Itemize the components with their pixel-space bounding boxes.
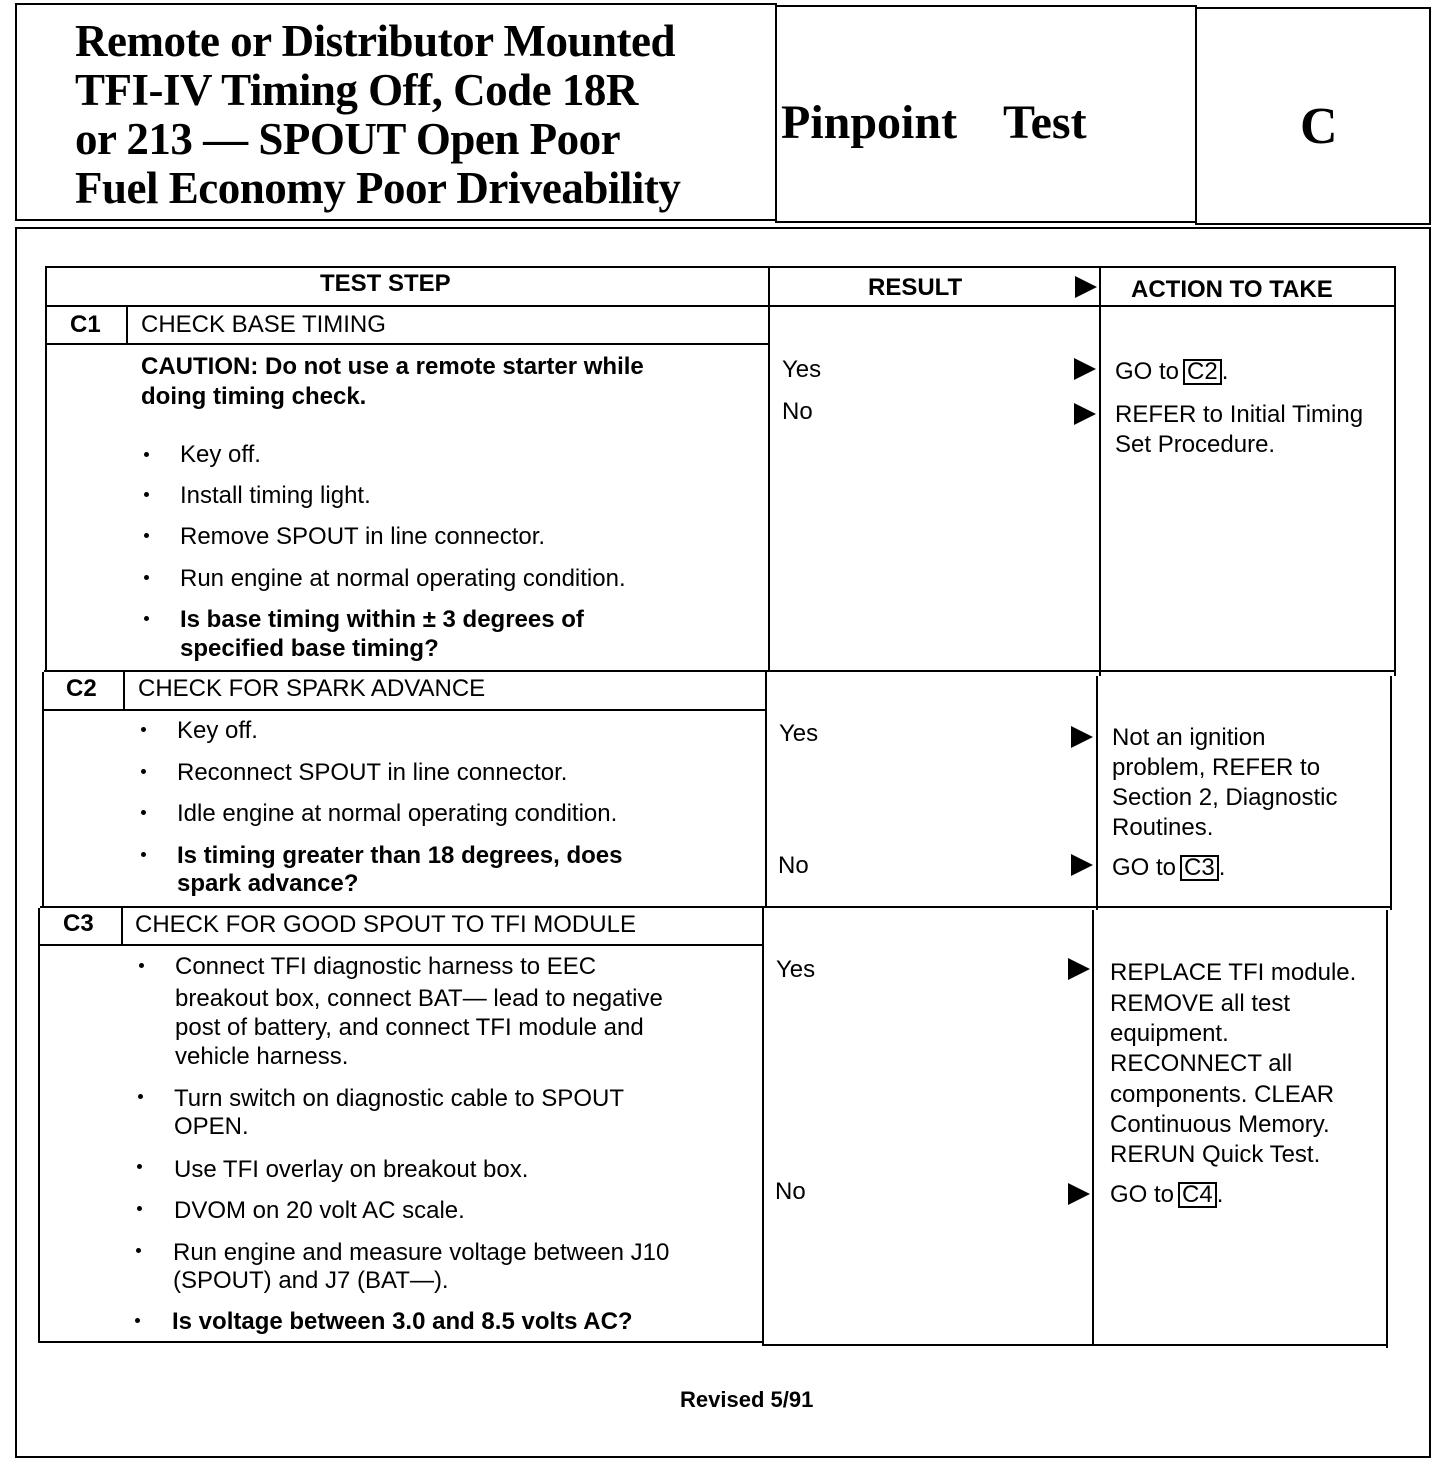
action-no-line-2: Set Procedure. (1115, 431, 1276, 458)
col-header-action: ACTION TO TAKE (1131, 276, 1333, 303)
result-arrow-icon (1074, 403, 1096, 425)
result-yes: Yes (782, 356, 822, 383)
bullet-icon (137, 1164, 142, 1169)
bullet-icon (144, 616, 149, 621)
step-bullet-line-3: post of battery, and connect TFI module and (175, 1014, 644, 1041)
action-yes-line-7: RERUN Quick Test. (1110, 1141, 1321, 1168)
step-id: C1 (70, 311, 101, 338)
action-yes-line-2: problem, REFER to (1112, 754, 1321, 781)
action-yes-line-2: REMOVE all test (1110, 990, 1291, 1017)
revised-date: Revised 5/91 (680, 1387, 814, 1412)
action-text: GO to (1115, 358, 1180, 385)
step-bullet-line-2: breakout box, connect BAT— lead to negative (175, 985, 663, 1012)
step-id: C3 (63, 910, 94, 937)
title-line-3: or 213 — SPOUT Open Poor (75, 114, 621, 164)
step-ref-c4: C4 (1178, 1182, 1217, 1208)
result-arrow-icon (1071, 726, 1093, 748)
col-header-test-step: TEST STEP (320, 270, 451, 297)
bullet-icon (135, 1318, 140, 1323)
result-yes: Yes (776, 956, 816, 983)
action-yes: GO to C2 . (1115, 358, 1229, 385)
result-arrow-icon (1068, 958, 1090, 980)
result-no: No (782, 398, 813, 425)
bullet-icon (144, 575, 149, 580)
result-no: No (778, 852, 809, 879)
step-bullet-line-2: (SPOUT) and J7 (BAT—). (173, 1267, 449, 1294)
step-bullet: Run engine at normal operating condition. (180, 565, 626, 592)
step-question-line-2: specified base timing? (180, 635, 439, 662)
step-title: CHECK FOR GOOD SPOUT TO TFI MODULE (135, 911, 636, 938)
action-no: GO to C3 . (1112, 854, 1226, 881)
pinpoint-test-box (775, 5, 1197, 223)
result-arrow-icon (1074, 358, 1096, 380)
bullet-icon (144, 533, 149, 538)
test-label: Test (1003, 96, 1087, 149)
bullet-icon (141, 810, 146, 815)
step-question-line-1: Is base timing within ± 3 degrees of (180, 606, 584, 633)
page-title (75, 17, 680, 213)
action-yes-line-1: REPLACE TFI module. (1110, 959, 1357, 986)
step-bullet: Key off. (180, 441, 261, 468)
action-yes-line-3: equipment. (1110, 1020, 1229, 1047)
step-bullet: Remove SPOUT in line connector. (180, 523, 546, 550)
result-no: No (775, 1178, 806, 1205)
step-id: C2 (66, 675, 97, 702)
action-no-line-1: REFER to Initial Timing (1115, 401, 1364, 428)
result-arrow-icon (1071, 854, 1093, 876)
test-letter-box (1195, 7, 1431, 225)
step-bullet: Install timing light. (180, 482, 371, 509)
action-yes-line-1: Not an ignition (1112, 724, 1266, 751)
caution-line-1: CAUTION: Do not use a remote starter while (141, 353, 644, 380)
step-bullet-line-1: Turn switch on diagnostic cable to SPOUT (174, 1085, 624, 1112)
step-title: CHECK BASE TIMING (141, 311, 386, 338)
action-yes-line-3: Section 2, Diagnostic (1112, 784, 1338, 811)
step-question: Is voltage between 3.0 and 8.5 volts AC? (172, 1308, 633, 1335)
action-yes-line-4: Routines. (1112, 814, 1214, 841)
step-question-line-2: spark advance? (177, 870, 359, 897)
title-line-1: Remote or Distributor Mounted (75, 16, 676, 66)
step-ref-c3: C3 (1180, 855, 1219, 881)
bullet-icon (144, 492, 149, 497)
action-no: GO to C4 . (1110, 1181, 1224, 1208)
action-yes-line-6: Continuous Memory. (1110, 1111, 1330, 1138)
bullet-icon (141, 769, 146, 774)
title-line-2: TFI-IV Timing Off, Code 18R (75, 65, 638, 115)
result-arrow-icon (1075, 276, 1097, 298)
col-header-result: RESULT (868, 274, 963, 301)
step-bullet-line-2: OPEN. (174, 1113, 249, 1140)
step-bullet-line-4: vehicle harness. (175, 1043, 349, 1070)
bullet-icon (141, 852, 146, 857)
title-line-4: Fuel Economy Poor Driveability (75, 163, 681, 213)
step-bullet: DVOM on 20 volt AC scale. (174, 1197, 465, 1224)
bullet-icon (144, 452, 149, 457)
step-bullet-line-1: Run engine and measure voltage between J10 (173, 1239, 670, 1266)
bullet-icon (141, 727, 146, 732)
step-question-line-1: Is timing greater than 18 degrees, does (177, 842, 623, 869)
step-title: CHECK FOR SPARK ADVANCE (138, 675, 486, 702)
bullet-icon (139, 963, 144, 968)
action-text: GO to (1110, 1181, 1175, 1208)
action-text: GO to (1112, 854, 1177, 881)
step-bullet-line-1: Connect TFI diagnostic harness to EEC (175, 953, 597, 980)
result-arrow-icon (1068, 1183, 1090, 1205)
result-yes: Yes (779, 720, 819, 747)
step-bullet: Key off. (177, 717, 258, 744)
step-bullet: Use TFI overlay on breakout box. (174, 1156, 529, 1183)
bullet-icon (138, 1094, 143, 1099)
title-box (15, 3, 777, 221)
step-ref-c2: C2 (1183, 359, 1222, 385)
caution-line-2: doing timing check. (141, 383, 367, 410)
step-bullet: Idle engine at normal operating condition. (177, 800, 618, 827)
action-yes-line-5: components. CLEAR (1110, 1081, 1335, 1108)
step-bullet: Reconnect SPOUT in line connector. (177, 759, 568, 786)
pinpoint-label: Pinpoint (781, 96, 958, 149)
bullet-icon (137, 1206, 142, 1211)
bullet-icon (136, 1248, 141, 1253)
action-yes-line-4: RECONNECT all (1110, 1050, 1293, 1077)
test-letter: C (1300, 98, 1338, 155)
